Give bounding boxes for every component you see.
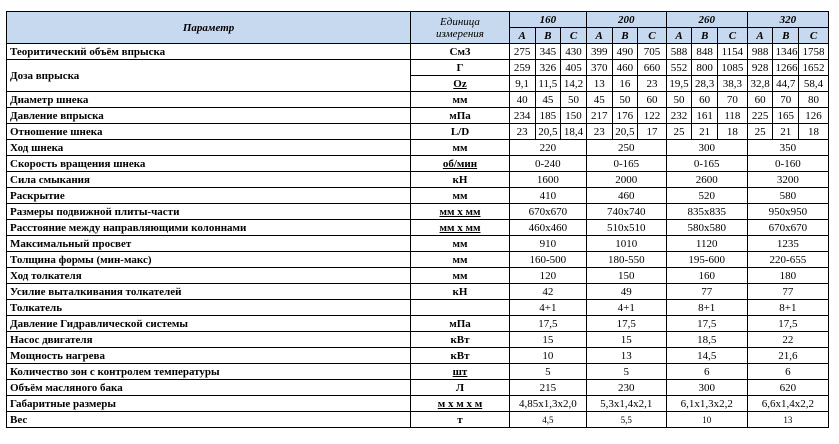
value-cell: 17 [638, 124, 666, 140]
value-cell: 44,7 [773, 76, 799, 92]
table-header [7, 12, 829, 44]
value-cell: 60 [747, 92, 773, 108]
sub-header: A [747, 28, 773, 44]
value-cell: 460 [586, 188, 666, 204]
value-cell: 6,1х1,3х2,2 [666, 396, 747, 412]
param-name: Вес [7, 412, 411, 428]
value-cell: 1085 [718, 60, 748, 76]
value-cell: 910 [509, 236, 586, 252]
unit-header-line1: Единица [440, 15, 480, 28]
table-body [7, 44, 829, 428]
param-name: Толщина формы (мин-макс) [7, 252, 411, 268]
value-cell: 5 [586, 364, 666, 380]
value-cell: 345 [535, 44, 561, 60]
param-name: Насос двигателя [7, 332, 411, 348]
value-cell: 180 [747, 268, 828, 284]
table-row [7, 300, 829, 316]
value-cell: 70 [773, 92, 799, 108]
value-cell: 176 [612, 108, 638, 124]
value-cell: 2600 [666, 172, 747, 188]
table-row [7, 172, 829, 188]
value-cell: 460х460 [509, 220, 586, 236]
param-name: Ход шнека [7, 140, 411, 156]
value-cell: 220-655 [747, 252, 828, 268]
model-header-200: 200 [586, 12, 666, 28]
value-cell: 13 [586, 76, 612, 92]
sub-header: B [612, 28, 638, 44]
value-cell: 11,5 [535, 76, 561, 92]
unit-cell: мм [411, 140, 510, 156]
value-cell: 4,85х1,3х2,0 [509, 396, 586, 412]
unit-cell: мм [411, 92, 510, 108]
param-name: Сила смыкания [7, 172, 411, 188]
value-cell: 2000 [586, 172, 666, 188]
unit-cell: мм [411, 252, 510, 268]
table-row [7, 44, 829, 60]
value-cell: 22 [747, 332, 828, 348]
value-cell: 80 [799, 92, 829, 108]
table-row [7, 60, 829, 76]
unit-cell: См3 [411, 44, 510, 60]
sub-header: C [799, 28, 829, 44]
sub-header: C [561, 28, 587, 44]
value-cell: 20,5 [535, 124, 561, 140]
value-cell: 5,5 [586, 412, 666, 428]
value-cell: 20,5 [612, 124, 638, 140]
unit-header [411, 12, 510, 44]
value-cell: 660 [638, 60, 666, 76]
value-cell: 10 [666, 412, 747, 428]
table-row [7, 236, 829, 252]
value-cell: 17,5 [586, 316, 666, 332]
value-cell: 1120 [666, 236, 747, 252]
value-cell: 45 [586, 92, 612, 108]
value-cell: 60 [692, 92, 718, 108]
value-cell: 1266 [773, 60, 799, 76]
unit-cell: т [411, 412, 510, 428]
value-cell: 45 [535, 92, 561, 108]
value-cell: 950х950 [747, 204, 828, 220]
value-cell: 1154 [718, 44, 748, 60]
table-row [7, 332, 829, 348]
value-cell: 0-240 [509, 156, 586, 172]
table-row [7, 252, 829, 268]
value-cell: 18 [799, 124, 829, 140]
unit-cell: кВт [411, 348, 510, 364]
model-header-260: 260 [666, 12, 747, 28]
value-cell: 4+1 [509, 300, 586, 316]
unit-cell: мм х мм [411, 220, 510, 236]
table-row [7, 220, 829, 236]
value-cell: 40 [509, 92, 535, 108]
table-row [7, 140, 829, 156]
param-name: Количество зон с контролем температуры [7, 364, 411, 380]
param-name: Габаритные размеры [7, 396, 411, 412]
value-cell: 588 [666, 44, 692, 60]
unit-cell: кН [411, 172, 510, 188]
value-cell: 230 [586, 380, 666, 396]
value-cell: 5 [509, 364, 586, 380]
value-cell: 160 [666, 268, 747, 284]
value-cell: 25 [747, 124, 773, 140]
value-cell: 670х670 [747, 220, 828, 236]
model-header-320: 320 [747, 12, 828, 28]
value-cell: 460 [612, 60, 638, 76]
table-row [7, 92, 829, 108]
value-cell: 4+1 [586, 300, 666, 316]
table-row [7, 156, 829, 172]
param-name: Доза впрыска [7, 60, 411, 92]
value-cell: 21 [692, 124, 718, 140]
value-cell: 1346 [773, 44, 799, 60]
value-cell: 60 [638, 92, 666, 108]
param-name: Отношение шнека [7, 124, 411, 140]
value-cell: 250 [586, 140, 666, 156]
value-cell: 23 [509, 124, 535, 140]
value-cell: 6,6х1,4х2,2 [747, 396, 828, 412]
value-cell: 835х835 [666, 204, 747, 220]
unit-cell: мм [411, 188, 510, 204]
table-row [7, 108, 829, 124]
value-cell: 23 [638, 76, 666, 92]
sub-header: C [718, 28, 748, 44]
param-header: Параметр [7, 12, 411, 44]
param-name: Теоритический объём впрыска [7, 44, 411, 60]
table-row [7, 364, 829, 380]
value-cell: 399 [586, 44, 612, 60]
value-cell: 38,3 [718, 76, 748, 92]
value-cell: 580х580 [666, 220, 747, 236]
unit-cell: L/D [411, 124, 510, 140]
value-cell: 49 [586, 284, 666, 300]
value-cell: 21 [773, 124, 799, 140]
value-cell: 620 [747, 380, 828, 396]
value-cell: 705 [638, 44, 666, 60]
value-cell: 17,5 [747, 316, 828, 332]
value-cell: 19,5 [666, 76, 692, 92]
param-name: Диаметр шнека [7, 92, 411, 108]
unit-cell: кН [411, 284, 510, 300]
value-cell: 165 [773, 108, 799, 124]
value-cell: 122 [638, 108, 666, 124]
value-cell: 160-500 [509, 252, 586, 268]
spec-table-container [6, 11, 829, 428]
unit-cell: Л [411, 380, 510, 396]
param-name: Расстояние между направляющими колоннами [7, 220, 411, 236]
value-cell: 259 [509, 60, 535, 76]
table-row [7, 268, 829, 284]
value-cell: 326 [535, 60, 561, 76]
value-cell: 13 [586, 348, 666, 364]
value-cell: 928 [747, 60, 773, 76]
value-cell: 1758 [799, 44, 829, 60]
value-cell: 185 [535, 108, 561, 124]
param-name: Толкатель [7, 300, 411, 316]
value-cell: 58,4 [799, 76, 829, 92]
value-cell: 0-165 [666, 156, 747, 172]
value-cell: 28,3 [692, 76, 718, 92]
value-cell: 15 [509, 332, 586, 348]
value-cell: 300 [666, 380, 747, 396]
value-cell: 50 [612, 92, 638, 108]
param-name: Скорость вращения шнека [7, 156, 411, 172]
unit-cell: мПа [411, 316, 510, 332]
value-cell: 350 [747, 140, 828, 156]
value-cell: 670х670 [509, 204, 586, 220]
unit-cell: Oz [411, 76, 510, 92]
value-cell: 490 [612, 44, 638, 60]
value-cell: 161 [692, 108, 718, 124]
unit-cell: об/мин [411, 156, 510, 172]
table-row [7, 412, 829, 428]
unit-cell [411, 300, 510, 316]
value-cell: 15 [586, 332, 666, 348]
unit-cell: м х м х м [411, 396, 510, 412]
value-cell: 1010 [586, 236, 666, 252]
sub-header: A [586, 28, 612, 44]
value-cell: 77 [747, 284, 828, 300]
sub-header: B [535, 28, 561, 44]
unit-cell: мм [411, 236, 510, 252]
value-cell: 23 [586, 124, 612, 140]
value-cell: 8+1 [747, 300, 828, 316]
value-cell: 410 [509, 188, 586, 204]
sub-header: B [692, 28, 718, 44]
value-cell: 740х740 [586, 204, 666, 220]
value-cell: 520 [666, 188, 747, 204]
value-cell: 42 [509, 284, 586, 300]
value-cell: 6 [747, 364, 828, 380]
value-cell: 370 [586, 60, 612, 76]
value-cell: 18,4 [561, 124, 587, 140]
sub-header: C [638, 28, 666, 44]
value-cell: 0-165 [586, 156, 666, 172]
value-cell: 275 [509, 44, 535, 60]
value-cell: 988 [747, 44, 773, 60]
value-cell: 8+1 [666, 300, 747, 316]
table-row [7, 124, 829, 140]
param-name: Максимальный просвет [7, 236, 411, 252]
param-name: Раскрытие [7, 188, 411, 204]
value-cell: 300 [666, 140, 747, 156]
value-cell: 18 [718, 124, 748, 140]
value-cell: 217 [586, 108, 612, 124]
value-cell: 0-160 [747, 156, 828, 172]
table-row [7, 316, 829, 332]
value-cell: 14,2 [561, 76, 587, 92]
value-cell: 70 [718, 92, 748, 108]
value-cell: 225 [747, 108, 773, 124]
value-cell: 50 [561, 92, 587, 108]
unit-cell: кВт [411, 332, 510, 348]
specifications-table [6, 11, 829, 428]
value-cell: 5,3х1,4х2,1 [586, 396, 666, 412]
param-name: Усилие выталкивания толкателей [7, 284, 411, 300]
value-cell: 118 [718, 108, 748, 124]
value-cell: 120 [509, 268, 586, 284]
value-cell: 17,5 [509, 316, 586, 332]
value-cell: 13 [747, 412, 828, 428]
value-cell: 9,1 [509, 76, 535, 92]
value-cell: 17,5 [666, 316, 747, 332]
value-cell: 150 [586, 268, 666, 284]
unit-header-line2: измерения [436, 27, 484, 40]
value-cell: 1235 [747, 236, 828, 252]
unit-cell: Г [411, 60, 510, 76]
table-row [7, 396, 829, 412]
value-cell: 552 [666, 60, 692, 76]
value-cell: 580 [747, 188, 828, 204]
value-cell: 1652 [799, 60, 829, 76]
value-cell: 800 [692, 60, 718, 76]
unit-cell: мм х мм [411, 204, 510, 220]
value-cell: 126 [799, 108, 829, 124]
table-row [7, 204, 829, 220]
table-row [7, 284, 829, 300]
value-cell: 14,5 [666, 348, 747, 364]
model-header-160: 160 [509, 12, 586, 28]
value-cell: 25 [666, 124, 692, 140]
value-cell: 21,6 [747, 348, 828, 364]
unit-cell: мм [411, 268, 510, 284]
value-cell: 16 [612, 76, 638, 92]
value-cell: 6 [666, 364, 747, 380]
param-name: Объём масляного бака [7, 380, 411, 396]
value-cell: 180-550 [586, 252, 666, 268]
value-cell: 150 [561, 108, 587, 124]
value-cell: 234 [509, 108, 535, 124]
value-cell: 405 [561, 60, 587, 76]
table-row [7, 380, 829, 396]
table-row [7, 188, 829, 204]
param-name: Размеры подвижной плиты-части [7, 204, 411, 220]
value-cell: 215 [509, 380, 586, 396]
value-cell: 510х510 [586, 220, 666, 236]
value-cell: 10 [509, 348, 586, 364]
value-cell: 430 [561, 44, 587, 60]
sub-header: A [509, 28, 535, 44]
param-name: Мощность нагрева [7, 348, 411, 364]
unit-cell: шт [411, 364, 510, 380]
value-cell: 1600 [509, 172, 586, 188]
table-row [7, 348, 829, 364]
param-name: Ход толкателя [7, 268, 411, 284]
param-name: Давление впрыска [7, 108, 411, 124]
value-cell: 18,5 [666, 332, 747, 348]
value-cell: 77 [666, 284, 747, 300]
value-cell: 50 [666, 92, 692, 108]
value-cell: 32,8 [747, 76, 773, 92]
value-cell: 4,5 [509, 412, 586, 428]
unit-cell: мПа [411, 108, 510, 124]
param-name: Давление Гидравлической системы [7, 316, 411, 332]
value-cell: 3200 [747, 172, 828, 188]
sub-header: A [666, 28, 692, 44]
value-cell: 220 [509, 140, 586, 156]
sub-header: B [773, 28, 799, 44]
value-cell: 232 [666, 108, 692, 124]
value-cell: 195-600 [666, 252, 747, 268]
value-cell: 848 [692, 44, 718, 60]
